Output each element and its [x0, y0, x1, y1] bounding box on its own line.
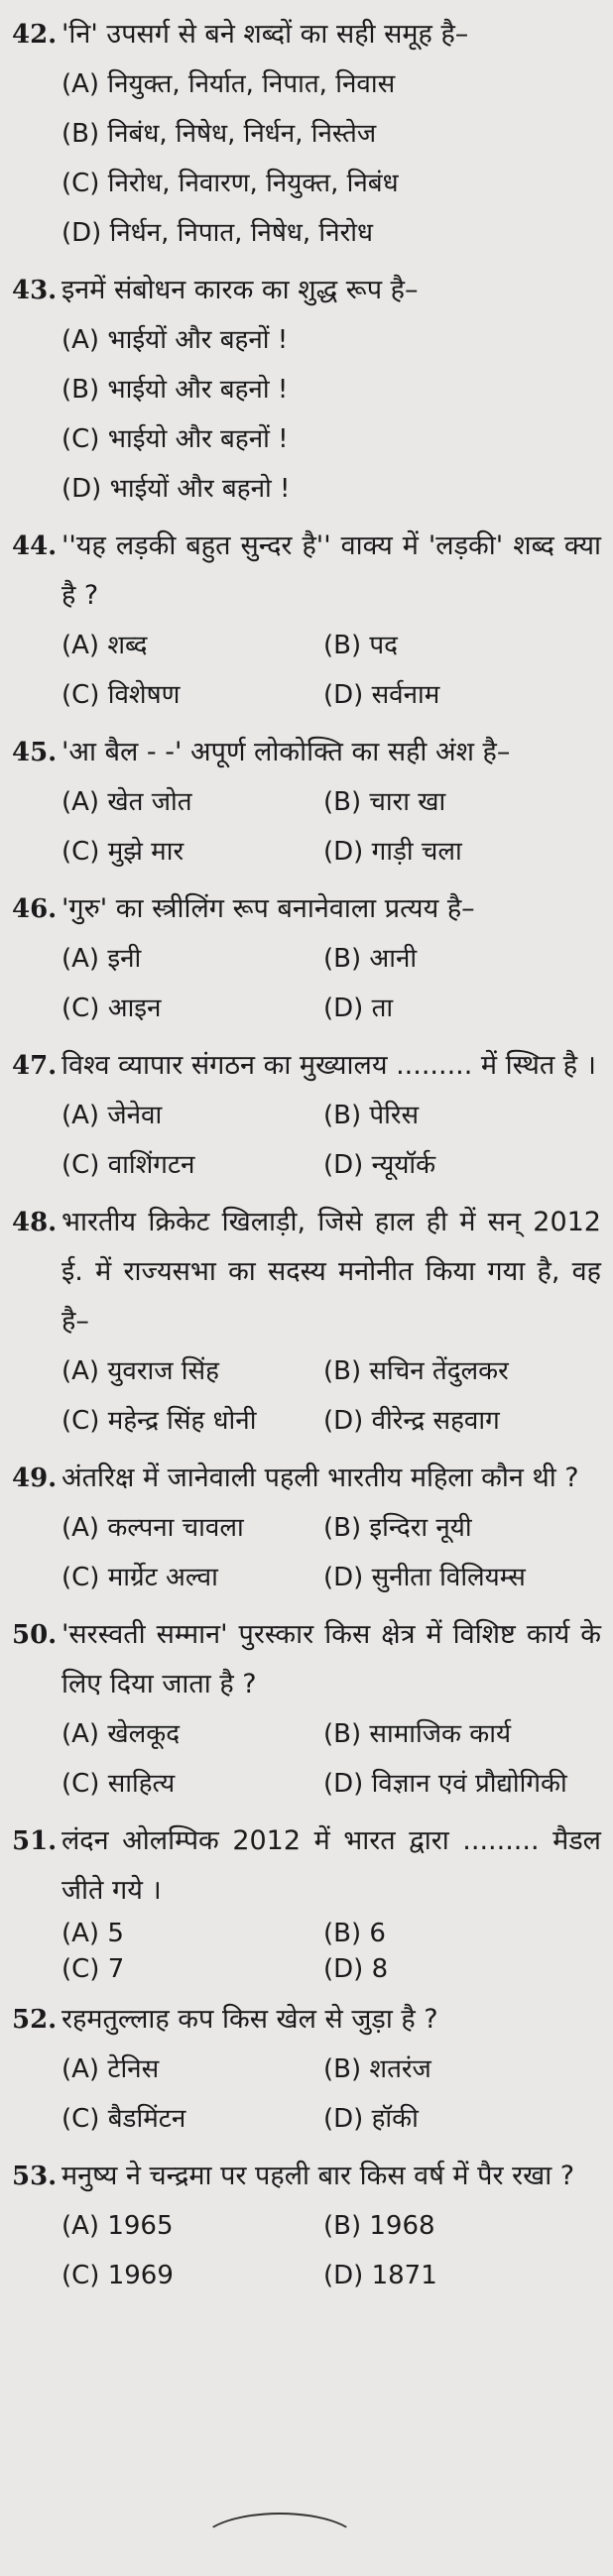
- option-b: (B) पद: [323, 631, 398, 660]
- option-d: (D) हॉकी: [323, 2104, 419, 2134]
- question-text: अंतरिक्ष में जानेवाली पहली भारतीय महिला कौन थी ?: [61, 1463, 579, 1493]
- option-d: (D) निर्धन, निपात, निषेध, निरोध: [61, 218, 373, 248]
- question-text: रहमतुल्लाह कप किस खेल से जुड़ा है ?: [61, 2004, 438, 2035]
- options-list: [61, 1709, 601, 1809]
- option-d: (D) न्यूयॉर्क: [323, 1150, 436, 1180]
- option-d: (D) सर्वनाम: [323, 680, 440, 710]
- option-d: (D) गाड़ी चला: [323, 837, 462, 867]
- options-list: [61, 621, 601, 720]
- question-row: [12, 266, 601, 315]
- option-d: (D) भाईयों और बहनो !: [61, 474, 291, 504]
- option-a: (A) टेनिस: [61, 2054, 160, 2084]
- question-block: [12, 2152, 601, 2300]
- options-list: [61, 2045, 601, 2144]
- question-row: [12, 1816, 601, 1916]
- question-text: 'सरस्वती सम्मान' पुरस्कार किस क्षेत्र में विशिष्ट कार्य के लिए दिया जाता है ?: [61, 1619, 601, 1699]
- question-row: [12, 1198, 601, 1347]
- question-text: 'नि' उपसर्ग से बने शब्दों का सही समूह है–: [61, 19, 469, 50]
- option-b: (B) निबंध, निषेध, निर्धन, निस्तेज: [61, 119, 377, 149]
- option-b: (B) पेरिस: [323, 1101, 420, 1130]
- options-list: [61, 1347, 601, 1446]
- question-number: 42.: [12, 20, 58, 50]
- option-c: (C) वाशिंगटन: [61, 1150, 195, 1180]
- option-a: (A) 1965: [61, 2211, 174, 2241]
- question-number: 50.: [12, 1620, 58, 1650]
- options-list: [61, 59, 601, 258]
- option-b: (B) इन्दिरा नूयी: [323, 1513, 472, 1543]
- question-number: 43.: [12, 276, 58, 305]
- question-row: [12, 2152, 601, 2201]
- option-c: (C) मार्ग्रेट अल्वा: [61, 1563, 218, 1592]
- option-d: (D) 8: [323, 1954, 389, 1984]
- question-block: [12, 728, 601, 877]
- question-block: [12, 1995, 601, 2144]
- option-b: (B) 1968: [323, 2211, 435, 2241]
- option-b: (B) चारा खा: [323, 787, 446, 817]
- question-text: 'गुरु' का स्त्रीलिंग रूप बनानेवाला प्रत्यय है–: [61, 893, 475, 924]
- option-c: (C) साहित्य: [61, 1769, 176, 1799]
- question-text: मनुष्य ने चन्द्रमा पर पहली बार किस वर्ष में पैर रखा ?: [61, 2161, 575, 2191]
- options-list: [61, 1916, 601, 1987]
- question-number: 51.: [12, 1826, 58, 1856]
- question-number: 47.: [12, 1051, 58, 1081]
- question-number: 49.: [12, 1464, 58, 1493]
- question-number: 45.: [12, 738, 58, 767]
- question-number: 53.: [12, 2162, 58, 2191]
- option-c: (C) निरोध, निवारण, नियुक्त, निबंध: [61, 169, 399, 198]
- option-c: (C) 1969: [61, 2261, 174, 2290]
- option-b: (B) भाईयो और बहनो !: [61, 375, 289, 405]
- options-list: [61, 1503, 601, 1602]
- question-text: विश्व व्यापार संगठन का मुख्यालय ......... में स्थित है ।: [61, 1050, 596, 1081]
- option-a: (A) नियुक्त, निर्यात, निपात, निवास: [61, 69, 396, 99]
- question-block: [12, 1198, 601, 1446]
- option-a: (A) भाईयों और बहनों !: [61, 325, 289, 355]
- option-d: (D) ता: [323, 994, 394, 1023]
- option-b: (B) शतरंज: [323, 2054, 431, 2084]
- option-c: (C) महेन्द्र सिंह धोनी: [61, 1406, 257, 1436]
- question-text: भारतीय क्रिकेट खिलाड़ी, जिसे हाल ही में सन् 2012 ई. में राज्यसभा का सदस्य मनोनीत किया गया है, वह है–: [61, 1207, 601, 1337]
- question-block: [12, 10, 601, 258]
- option-a: (A) खेलकूद: [61, 1719, 181, 1749]
- option-a: (A) कल्पना चावला: [61, 1513, 244, 1543]
- question-block: [12, 1816, 601, 1987]
- question-text: लंदन ओलम्पिक 2012 में भारत द्वारा ......... मैडल जीते गये ।: [61, 1825, 601, 1906]
- option-a: (A) जेनेवा: [61, 1101, 163, 1130]
- question-row: [12, 728, 601, 777]
- options-list: [61, 2201, 601, 2300]
- option-c: (C) बैडमिंटन: [61, 2104, 186, 2134]
- options-list: [61, 315, 601, 514]
- question-number: 44.: [12, 531, 58, 561]
- question-number: 48.: [12, 1208, 58, 1237]
- option-d: (D) वीरेन्द्र सहवाग: [323, 1406, 500, 1436]
- question-row: [12, 1041, 601, 1091]
- question-text: 'आ बैल - -' अपूर्ण लोकोक्ति का सही अंश है–: [61, 737, 511, 767]
- question-row: [12, 1610, 601, 1709]
- question-row: [12, 10, 601, 59]
- option-c: (C) मुझे मार: [61, 837, 184, 867]
- option-c: (C) भाईयो और बहनों !: [61, 424, 289, 454]
- option-a: (A) खेत जोत: [61, 787, 192, 817]
- question-row: [12, 1995, 601, 2045]
- question-block: [12, 884, 601, 1033]
- question-number: 46.: [12, 894, 58, 924]
- option-b: (B) सचिन तेंदुलकर: [323, 1356, 509, 1386]
- option-a: (A) 5: [61, 1919, 124, 1948]
- question-row: [12, 522, 601, 621]
- option-a: (A) युवराज सिंह: [61, 1356, 219, 1386]
- question-block: [12, 522, 601, 720]
- option-c: (C) विशेषण: [61, 680, 181, 710]
- question-text: इनमें संबोधन कारक का शुद्ध रूप है–: [61, 275, 419, 305]
- question-row: [12, 884, 601, 934]
- option-d: (D) 1871: [323, 2261, 437, 2290]
- question-block: [12, 266, 601, 514]
- question-block: [12, 1610, 601, 1809]
- options-list: [61, 777, 601, 877]
- page-edge-curve: [198, 2513, 361, 2576]
- question-text: ''यह लड़की बहुत सुन्दर है'' वाक्य में 'लड़की' शब्द क्या है ?: [61, 530, 601, 611]
- option-a: (A) शब्द: [61, 631, 148, 660]
- option-d: (D) विज्ञान एवं प्रौद्योगिकी: [323, 1769, 567, 1799]
- option-b: (B) 6: [323, 1919, 386, 1948]
- question-block: [12, 1454, 601, 1602]
- question-number: 52.: [12, 2005, 58, 2035]
- options-list: [61, 1091, 601, 1190]
- question-block: [12, 1041, 601, 1190]
- options-list: [61, 934, 601, 1033]
- option-b: (B) आनी: [323, 944, 418, 974]
- question-row: [12, 1454, 601, 1503]
- option-d: (D) सुनीता विलियम्स: [323, 1563, 526, 1592]
- option-c: (C) आइन: [61, 994, 162, 1023]
- option-a: (A) इनी: [61, 944, 142, 974]
- option-c: (C) 7: [61, 1954, 125, 1984]
- option-b: (B) सामाजिक कार्य: [323, 1719, 512, 1749]
